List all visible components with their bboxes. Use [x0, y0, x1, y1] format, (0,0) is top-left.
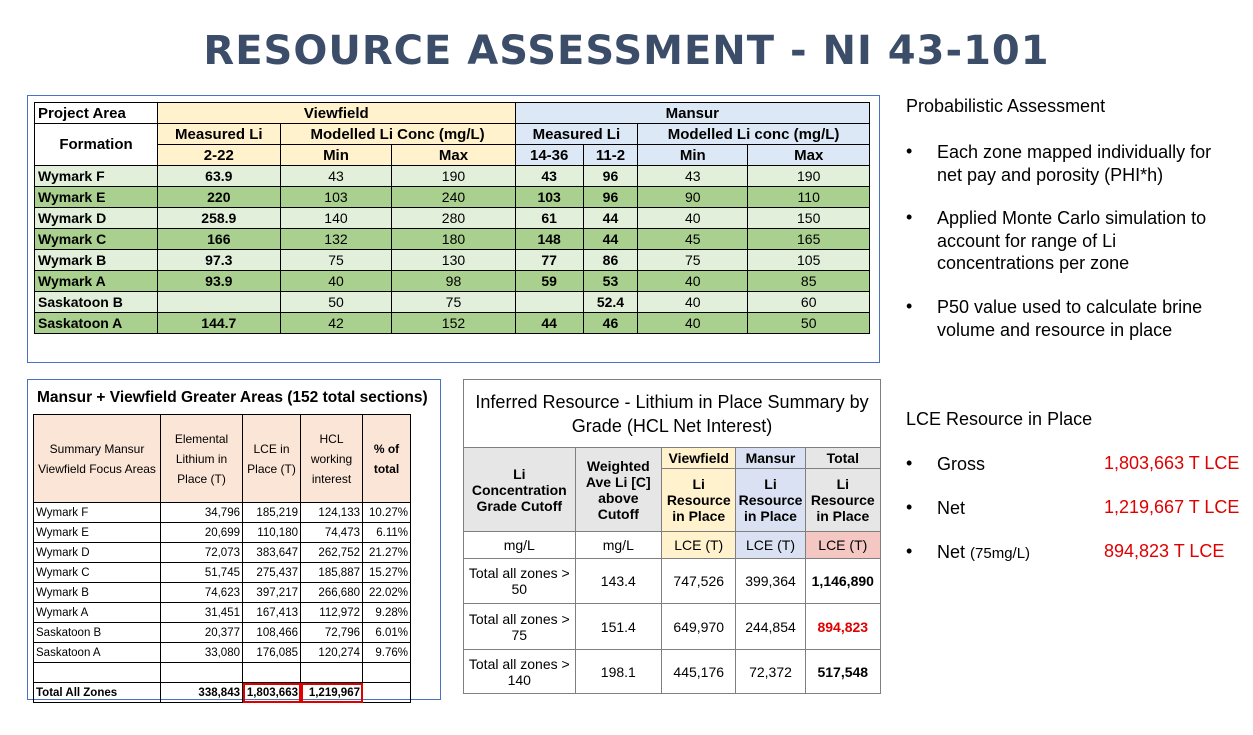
cell: 240 — [392, 187, 515, 208]
cell: 190 — [748, 166, 870, 187]
cell: Total all zones > 140 — [464, 650, 576, 694]
cell: 44 — [583, 208, 637, 229]
col-header: Max — [392, 145, 515, 166]
total-label: Total All Zones — [34, 683, 161, 703]
cell: Wymark C — [34, 563, 161, 583]
cell: 105 — [748, 250, 870, 271]
cell: 45 — [638, 229, 748, 250]
cell: 110,180 — [243, 523, 301, 543]
gross-label: Gross — [937, 454, 986, 474]
bullet-icon: • — [906, 296, 913, 316]
net-label: Net — [937, 498, 966, 518]
mansur-col-header: Mansur — [736, 448, 805, 469]
cell: 399,364 — [736, 559, 805, 604]
row-label: Wymark C — [35, 229, 158, 250]
cell: 150 — [748, 208, 870, 229]
unit-cell: LCE (T) — [662, 532, 736, 559]
cell: 280 — [392, 208, 515, 229]
cell: 72,372 — [736, 650, 805, 694]
bullet-icon: • — [906, 453, 913, 473]
cell: 148 — [515, 229, 583, 250]
formation-header: Formation — [35, 124, 158, 166]
cell: 185,219 — [243, 503, 301, 523]
net-value: 1,219,667 T LCE — [1104, 497, 1240, 517]
cell: 167,413 — [243, 603, 301, 623]
cell: 165 — [748, 229, 870, 250]
cell: 98 — [392, 271, 515, 292]
table-row — [34, 623, 411, 643]
lce-header: LCE in Place (T) — [243, 415, 301, 503]
inferred-title: Inferred Resource - Lithium in Place Summary by Grade (HCL Net Interest) — [464, 380, 881, 448]
row-label: Wymark A — [35, 271, 158, 292]
viewfield-sub-header: Li Resource in Place — [662, 469, 736, 532]
cell: 40 — [638, 271, 748, 292]
cell: 21.27% — [363, 543, 411, 563]
unit-cell: LCE (T) — [736, 532, 805, 559]
grade-header: Li Concentration Grade Cutoff — [464, 448, 576, 532]
cell: 110 — [748, 187, 870, 208]
cell: 9.76% — [363, 643, 411, 663]
cell: 132 — [280, 229, 392, 250]
cell: 120,274 — [301, 643, 363, 663]
table-row — [34, 563, 411, 583]
cell: 244,854 — [736, 604, 805, 650]
cell: 198.1 — [575, 650, 661, 694]
cell: 46 — [583, 313, 637, 334]
net75-qualifier: (75mg/L) — [970, 545, 1031, 562]
cell: 143.4 — [575, 559, 661, 604]
pct-header: % of total — [363, 415, 411, 503]
cell: 90 — [638, 187, 748, 208]
cell: 22.02% — [363, 583, 411, 603]
net75-label: Net — [937, 542, 966, 562]
cell: 397,217 — [243, 583, 301, 603]
cell: 43 — [280, 166, 392, 187]
cell: 34,796 — [161, 503, 243, 523]
cell: 59 — [515, 271, 583, 292]
cell: Wymark B — [34, 583, 161, 603]
row-label: Saskatoon A — [35, 313, 158, 334]
cell: Total all zones > 75 — [464, 604, 576, 650]
cell: 50 — [748, 313, 870, 334]
cell: 33,080 — [161, 643, 243, 663]
total-sub-header: Li Resource in Place — [805, 469, 880, 532]
cell: Wymark F — [34, 503, 161, 523]
mansur-header: Mansur — [515, 103, 869, 124]
col-header: 2-22 — [158, 145, 281, 166]
table-row — [35, 166, 870, 187]
cell: Total all zones > 50 — [464, 559, 576, 604]
table-row — [34, 543, 411, 563]
total-row — [34, 683, 411, 703]
bullet-icon: • — [906, 497, 913, 517]
cell: 151.4 — [575, 604, 661, 650]
cell: 266,680 — [301, 583, 363, 603]
cell: 75 — [280, 250, 392, 271]
cell: 40 — [280, 271, 392, 292]
table-row — [34, 523, 411, 543]
cell: 43 — [515, 166, 583, 187]
col-header: Max — [748, 145, 870, 166]
cell: 9.28% — [363, 603, 411, 623]
formation-concentration-table — [34, 102, 870, 334]
total-hcl-highlight: 1,219,967 — [301, 683, 363, 703]
page-title: RESOURCE ASSESSMENT - NI 43-101 — [203, 28, 1050, 74]
cell: 103 — [280, 187, 392, 208]
bullet-text: Each zone mapped individually for net pay and porosity (PHI*h) — [937, 142, 1212, 185]
table-row — [464, 650, 881, 694]
cell: 74,623 — [161, 583, 243, 603]
cell: 258.9 — [158, 208, 281, 229]
cell: 10.27% — [363, 503, 411, 523]
probabilistic-title: Probabilistic Assessment — [906, 96, 1106, 116]
cell: 97.3 — [158, 250, 281, 271]
bullet-icon: • — [906, 207, 913, 227]
greater-areas-table — [33, 414, 411, 703]
cell: 190 — [392, 166, 515, 187]
total-pct — [363, 683, 411, 703]
cell: 144.7 — [158, 313, 281, 334]
cell: 74,473 — [301, 523, 363, 543]
cell: 747,526 — [662, 559, 736, 604]
cell: 445,176 — [662, 650, 736, 694]
unit-cell: LCE (T) — [805, 532, 880, 559]
cell: 72,796 — [301, 623, 363, 643]
cell: 40 — [638, 313, 748, 334]
cell: 383,647 — [243, 543, 301, 563]
net75-value: 894,823 T LCE — [1104, 541, 1225, 561]
modelled-mansur-header: Modelled Li conc (mg/L) — [638, 124, 870, 145]
table-row — [34, 503, 411, 523]
total-elemental: 338,843 — [161, 683, 243, 703]
row-label: Wymark F — [35, 166, 158, 187]
cell: 6.01% — [363, 623, 411, 643]
cell: 53 — [583, 271, 637, 292]
ave-header: Weighted Ave Li [C] above Cutoff — [575, 448, 661, 532]
total-col-header: Total — [805, 448, 880, 469]
cell: Wymark D — [34, 543, 161, 563]
col-header: Min — [280, 145, 392, 166]
row-label: Wymark D — [35, 208, 158, 229]
cell: 894,823 — [805, 604, 880, 650]
unit-cell: mg/L — [464, 532, 576, 559]
table-row — [464, 559, 881, 604]
cell: 96 — [583, 166, 637, 187]
cell: Wymark A — [34, 603, 161, 623]
table-row — [35, 313, 870, 334]
cell: Saskatoon B — [34, 623, 161, 643]
cell: 262,752 — [301, 543, 363, 563]
cell: 166 — [158, 229, 281, 250]
cell: 1,146,890 — [805, 559, 880, 604]
cell: 649,970 — [662, 604, 736, 650]
cell: 40 — [638, 208, 748, 229]
empty-row — [34, 663, 411, 683]
table-row — [35, 250, 870, 271]
table-row — [34, 583, 411, 603]
col-header: Min — [638, 145, 748, 166]
table-row — [35, 208, 870, 229]
bullet-icon: • — [906, 541, 913, 561]
table-row — [464, 604, 881, 650]
elemental-header: Elemental Lithium in Place (T) — [161, 415, 243, 503]
cell: 103 — [515, 187, 583, 208]
table-row — [35, 292, 870, 313]
cell: 43 — [638, 166, 748, 187]
hcl-header: HCL working interest — [301, 415, 363, 503]
cell: 93.9 — [158, 271, 281, 292]
lce-title: LCE Resource in Place — [906, 409, 1093, 429]
unit-cell: mg/L — [575, 532, 661, 559]
cell: 220 — [158, 187, 281, 208]
cell: 44 — [515, 313, 583, 334]
greater-areas-title: Mansur + Viewfield Greater Areas (152 total sections) — [37, 389, 428, 406]
cell: 72,073 — [161, 543, 243, 563]
cell: 52.4 — [583, 292, 637, 313]
cell: 40 — [638, 292, 748, 313]
total-lce-highlight: 1,803,663 — [243, 683, 301, 703]
col-header: 11-2 — [583, 145, 637, 166]
cell: 124,133 — [301, 503, 363, 523]
cell: 6.11% — [363, 523, 411, 543]
viewfield-header: Viewfield — [158, 103, 516, 124]
measured-li-mansur-header: Measured Li — [515, 124, 638, 145]
table-row — [35, 271, 870, 292]
cell — [158, 292, 281, 313]
measured-li-header: Measured Li — [158, 124, 281, 145]
cell: 130 — [392, 250, 515, 271]
inferred-resource-table — [463, 379, 881, 694]
cell: 85 — [748, 271, 870, 292]
cell: 77 — [515, 250, 583, 271]
cell: 60 — [748, 292, 870, 313]
cell: 112,972 — [301, 603, 363, 623]
cell: 140 — [280, 208, 392, 229]
cell: 176,085 — [243, 643, 301, 663]
cell: 50 — [280, 292, 392, 313]
cell: 44 — [583, 229, 637, 250]
row-label: Saskatoon B — [35, 292, 158, 313]
cell — [515, 292, 583, 313]
viewfield-col-header: Viewfield — [662, 448, 736, 469]
cell: 517,548 — [805, 650, 880, 694]
cell: 20,377 — [161, 623, 243, 643]
cell: 75 — [638, 250, 748, 271]
mansur-sub-header: Li Resource in Place — [736, 469, 805, 532]
row-label: Wymark B — [35, 250, 158, 271]
gross-value: 1,803,663 T LCE — [1104, 453, 1240, 473]
project-area-header: Project Area — [35, 103, 158, 124]
cell: 108,466 — [243, 623, 301, 643]
bullet-text: Applied Monte Carlo simulation to account for range of Li concentrations per zone — [937, 208, 1207, 273]
cell: Saskatoon A — [34, 643, 161, 663]
cell: 180 — [392, 229, 515, 250]
cell: 185,887 — [301, 563, 363, 583]
table-row — [34, 603, 411, 623]
cell: 63.9 — [158, 166, 281, 187]
modelled-vf-header: Modelled Li Conc (mg/L) — [280, 124, 515, 145]
cell: 20,699 — [161, 523, 243, 543]
bullet-text: P50 value used to calculate brine volume and resource in place — [937, 297, 1203, 340]
cell: 15.27% — [363, 563, 411, 583]
table-row — [34, 643, 411, 663]
row-label: Wymark E — [35, 187, 158, 208]
cell: 51,745 — [161, 563, 243, 583]
col-header: 14-36 — [515, 145, 583, 166]
cell: 152 — [392, 313, 515, 334]
cell: 96 — [583, 187, 637, 208]
bullet-icon: • — [906, 141, 913, 161]
cell: 61 — [515, 208, 583, 229]
cell: 42 — [280, 313, 392, 334]
cell: 86 — [583, 250, 637, 271]
summary-header: Summary Mansur Viewfield Focus Areas — [34, 415, 161, 503]
table-row — [35, 187, 870, 208]
cell: 31,451 — [161, 603, 243, 623]
cell: 75 — [392, 292, 515, 313]
cell: 275,437 — [243, 563, 301, 583]
cell: Wymark E — [34, 523, 161, 543]
table-row — [35, 229, 870, 250]
